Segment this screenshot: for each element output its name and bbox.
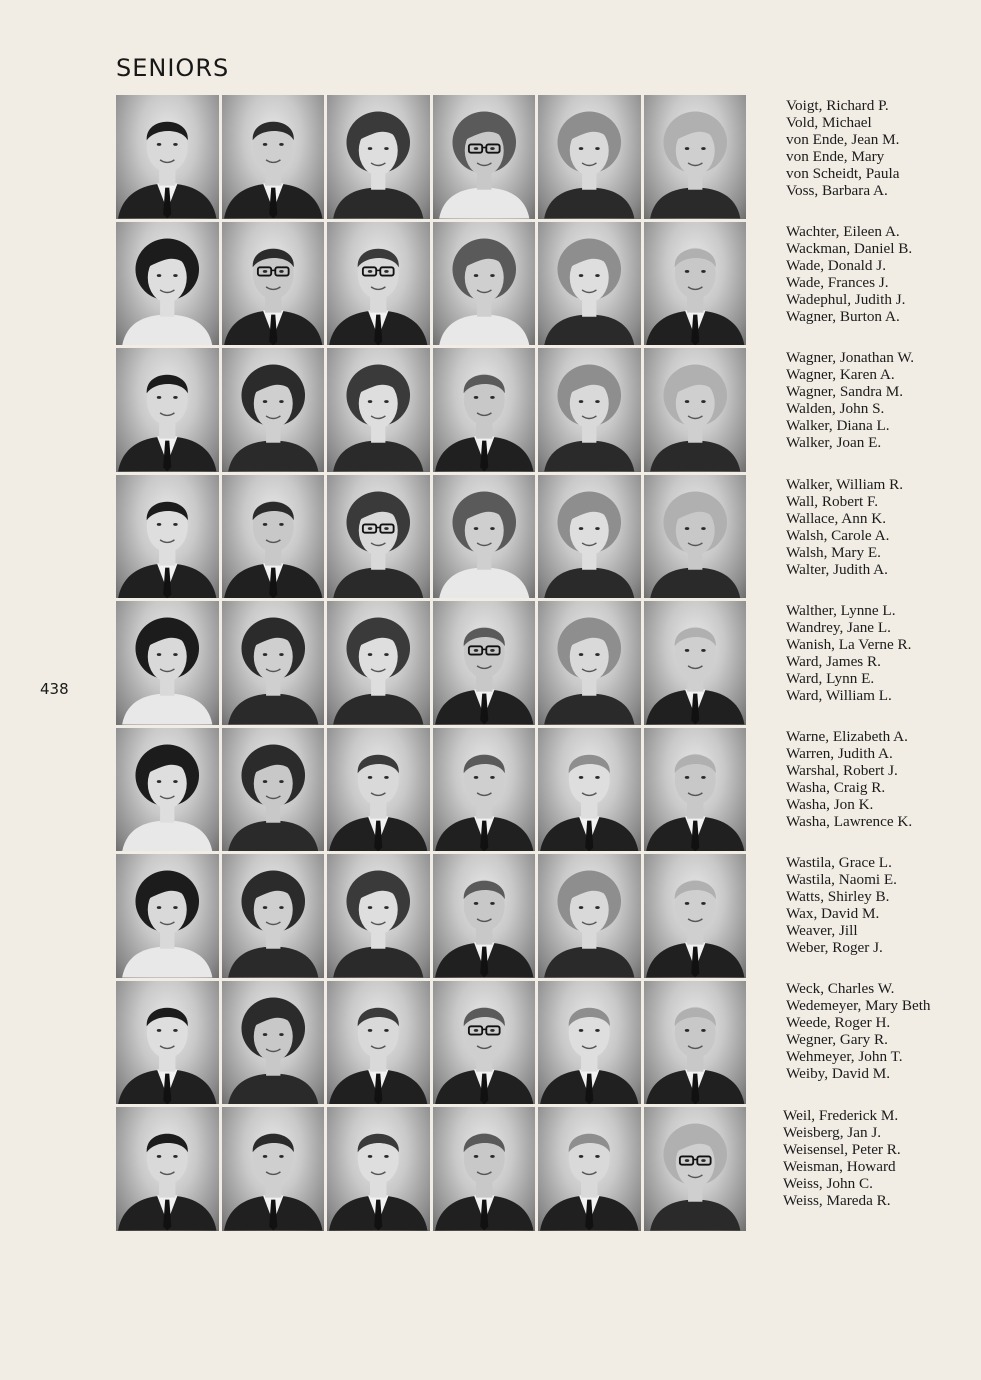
man-suit-portrait-icon — [327, 728, 430, 852]
portrait-photo — [116, 95, 219, 219]
student-name: Wax, David M. — [786, 905, 880, 922]
student-name: Wagner, Sandra M. — [786, 383, 904, 400]
portrait-photo — [644, 854, 747, 978]
portrait-photo — [222, 475, 325, 599]
portrait-photo — [116, 222, 219, 346]
woman-portrait-icon — [538, 601, 641, 725]
student-name: Washa, Jon K. — [786, 796, 874, 813]
portrait-photo — [327, 854, 430, 978]
man-suit-portrait-icon — [433, 728, 536, 852]
portrait-photo — [538, 1107, 641, 1231]
woman-portrait-icon — [222, 981, 325, 1105]
man-glasses-portrait-icon — [433, 981, 536, 1105]
student-name: Weiss, Mareda R. — [783, 1192, 891, 1209]
student-name: Weisberg, Jan J. — [783, 1124, 882, 1141]
portrait-photo — [327, 728, 430, 852]
portrait-photo — [222, 95, 325, 219]
student-name: Wedemeyer, Mary Beth — [786, 997, 931, 1014]
name-list — [786, 602, 911, 704]
man-suit-portrait-icon — [327, 1107, 430, 1231]
portrait-photo — [116, 1107, 219, 1231]
woman-glasses-portrait-icon — [433, 95, 536, 219]
student-name: Walker, Diana L. — [786, 417, 890, 434]
man-suit-portrait-icon — [644, 222, 747, 346]
woman-portrait-icon — [116, 222, 219, 346]
portrait-photo — [644, 222, 747, 346]
portrait-photo — [433, 222, 536, 346]
student-name: Wanish, La Verne R. — [786, 636, 912, 653]
woman-portrait-icon — [222, 348, 325, 472]
student-name: Wagner, Karen A. — [786, 366, 895, 383]
woman-portrait-icon — [222, 854, 325, 978]
woman-portrait-icon — [116, 728, 219, 852]
portrait-photo — [538, 475, 641, 599]
man-suit-portrait-icon — [644, 728, 747, 852]
name-list — [783, 1107, 901, 1209]
student-name: Wastila, Naomi E. — [786, 871, 897, 888]
student-name: Weede, Roger H. — [786, 1014, 891, 1031]
portrait-photo — [327, 601, 430, 725]
student-name: Ward, William L. — [786, 687, 892, 704]
portrait-photo — [644, 601, 747, 725]
portrait-photo — [222, 601, 325, 725]
student-name: Wackman, Daniel B. — [786, 240, 913, 257]
man-glasses-portrait-icon — [327, 222, 430, 346]
student-name: von Ende, Mary — [786, 148, 885, 165]
woman-glasses-portrait-icon — [327, 475, 430, 599]
student-name: Washa, Lawrence K. — [786, 813, 913, 830]
woman-portrait-icon — [433, 222, 536, 346]
portrait-photo — [644, 981, 747, 1105]
man-suit-portrait-icon — [433, 854, 536, 978]
portrait-photo — [222, 348, 325, 472]
woman-portrait-icon — [222, 728, 325, 852]
student-name: Walsh, Mary E. — [786, 544, 881, 561]
name-list — [786, 223, 912, 325]
man-suit-portrait-icon — [433, 348, 536, 472]
woman-portrait-icon — [538, 348, 641, 472]
man-suit-portrait-icon — [538, 1107, 641, 1231]
student-name: Voss, Barbara A. — [786, 182, 888, 199]
man-suit-portrait-icon — [116, 981, 219, 1105]
name-list — [786, 349, 914, 451]
portrait-photo — [644, 95, 747, 219]
student-name: Walker, Joan E. — [786, 434, 882, 451]
portrait-photo — [433, 601, 536, 725]
student-name: Wehmeyer, John T. — [786, 1048, 903, 1065]
page-number: 438 — [40, 680, 69, 698]
woman-portrait-icon — [644, 475, 747, 599]
woman-glasses-portrait-icon — [644, 1107, 747, 1231]
portrait-photo — [433, 95, 536, 219]
portrait-photo — [644, 348, 747, 472]
student-name: Walden, John S. — [786, 400, 885, 417]
portrait-photo — [538, 222, 641, 346]
portrait-photo — [327, 348, 430, 472]
student-name: Warren, Judith A. — [786, 745, 893, 762]
student-name: Weber, Roger J. — [786, 939, 883, 956]
man-suit-portrait-icon — [644, 854, 747, 978]
student-name: Walther, Lynne L. — [786, 602, 896, 619]
man-suit-portrait-icon — [644, 601, 747, 725]
student-name: Washa, Craig R. — [786, 779, 886, 796]
student-name: Weisman, Howard — [783, 1158, 896, 1175]
man-suit-portrait-icon — [116, 475, 219, 599]
portrait-photo — [327, 1107, 430, 1231]
name-list — [786, 980, 931, 1082]
student-name: Warshal, Robert J. — [786, 762, 898, 779]
woman-portrait-icon — [327, 95, 430, 219]
student-name: Wadephul, Judith J. — [786, 291, 906, 308]
woman-portrait-icon — [222, 601, 325, 725]
name-list — [786, 728, 912, 830]
student-name: Weaver, Jill — [786, 922, 858, 939]
portrait-photo — [116, 728, 219, 852]
student-name: von Scheidt, Paula — [786, 165, 900, 182]
portrait-photo — [538, 95, 641, 219]
man-suit-portrait-icon — [644, 981, 747, 1105]
student-name: Weil, Frederick M. — [783, 1107, 899, 1124]
student-name: Ward, James R. — [786, 653, 881, 670]
student-name: Wastila, Grace L. — [786, 854, 892, 871]
student-name: Warne, Elizabeth A. — [786, 728, 908, 745]
page-title: SENIORS — [116, 54, 230, 82]
name-list — [786, 97, 899, 199]
student-name: Wallace, Ann K. — [786, 510, 886, 527]
woman-portrait-icon — [538, 475, 641, 599]
portrait-photo — [327, 981, 430, 1105]
portrait-photo — [538, 854, 641, 978]
name-list — [786, 476, 903, 578]
man-suit-portrait-icon — [538, 981, 641, 1105]
portrait-photo — [433, 348, 536, 472]
student-name: Weck, Charles W. — [786, 980, 895, 997]
student-name: Wade, Donald J. — [786, 257, 887, 274]
portrait-photo — [222, 728, 325, 852]
portrait-photo — [538, 601, 641, 725]
student-name: Weiss, John C. — [783, 1175, 873, 1192]
woman-portrait-icon — [327, 348, 430, 472]
woman-portrait-icon — [538, 854, 641, 978]
student-name: Walsh, Carole A. — [786, 527, 890, 544]
man-suit-portrait-icon — [327, 981, 430, 1105]
man-suit-portrait-icon — [222, 1107, 325, 1231]
portrait-photo — [433, 981, 536, 1105]
man-glasses-portrait-icon — [222, 222, 325, 346]
woman-portrait-icon — [538, 222, 641, 346]
student-name: Wagner, Burton A. — [786, 308, 900, 325]
student-name: Wachter, Eileen A. — [786, 223, 900, 240]
woman-portrait-icon — [644, 95, 747, 219]
portrait-photo — [116, 348, 219, 472]
woman-portrait-icon — [327, 601, 430, 725]
student-name: Vold, Michael — [786, 114, 872, 131]
woman-portrait-icon — [116, 601, 219, 725]
man-suit-portrait-icon — [538, 728, 641, 852]
portrait-photo — [222, 981, 325, 1105]
portrait-photo — [644, 1107, 747, 1231]
portrait-grid — [116, 95, 746, 1231]
student-name: Wall, Robert F. — [786, 493, 879, 510]
student-name: Walter, Judith A. — [786, 561, 888, 578]
man-suit-portrait-icon — [116, 95, 219, 219]
man-suit-portrait-icon — [116, 348, 219, 472]
student-name: Wandrey, Jane L. — [786, 619, 891, 636]
portrait-photo — [433, 854, 536, 978]
man-suit-portrait-icon — [222, 95, 325, 219]
portrait-photo — [327, 475, 430, 599]
student-name: Walker, William R. — [786, 476, 904, 493]
portrait-photo — [538, 728, 641, 852]
portrait-photo — [644, 728, 747, 852]
woman-portrait-icon — [433, 475, 536, 599]
names-column — [783, 95, 976, 1231]
student-name: Voigt, Richard P. — [786, 97, 889, 114]
portrait-photo — [116, 854, 219, 978]
portrait-photo — [116, 601, 219, 725]
portrait-photo — [222, 1107, 325, 1231]
student-name: Ward, Lynn E. — [786, 670, 875, 687]
portrait-photo — [433, 728, 536, 852]
student-name: Weiby, David M. — [786, 1065, 891, 1082]
woman-portrait-icon — [116, 854, 219, 978]
portrait-photo — [222, 222, 325, 346]
student-name: Wegner, Gary R. — [786, 1031, 888, 1048]
student-name: Wagner, Jonathan W. — [786, 349, 915, 366]
portrait-photo — [327, 222, 430, 346]
portrait-photo — [433, 1107, 536, 1231]
student-name: Wade, Frances J. — [786, 274, 889, 291]
man-suit-portrait-icon — [116, 1107, 219, 1231]
name-list — [786, 854, 897, 956]
portrait-photo — [116, 475, 219, 599]
man-glasses-portrait-icon — [433, 601, 536, 725]
portrait-photo — [116, 981, 219, 1105]
woman-portrait-icon — [538, 95, 641, 219]
portrait-photo — [538, 348, 641, 472]
portrait-photo — [327, 95, 430, 219]
student-name: Weisensel, Peter R. — [783, 1141, 901, 1158]
woman-portrait-icon — [327, 854, 430, 978]
portrait-photo — [433, 475, 536, 599]
woman-portrait-icon — [644, 348, 747, 472]
student-name: von Ende, Jean M. — [786, 131, 900, 148]
man-suit-portrait-icon — [433, 1107, 536, 1231]
portrait-photo — [644, 475, 747, 599]
portrait-photo — [538, 981, 641, 1105]
man-suit-portrait-icon — [222, 475, 325, 599]
portrait-photo — [222, 854, 325, 978]
student-name: Watts, Shirley B. — [786, 888, 890, 905]
